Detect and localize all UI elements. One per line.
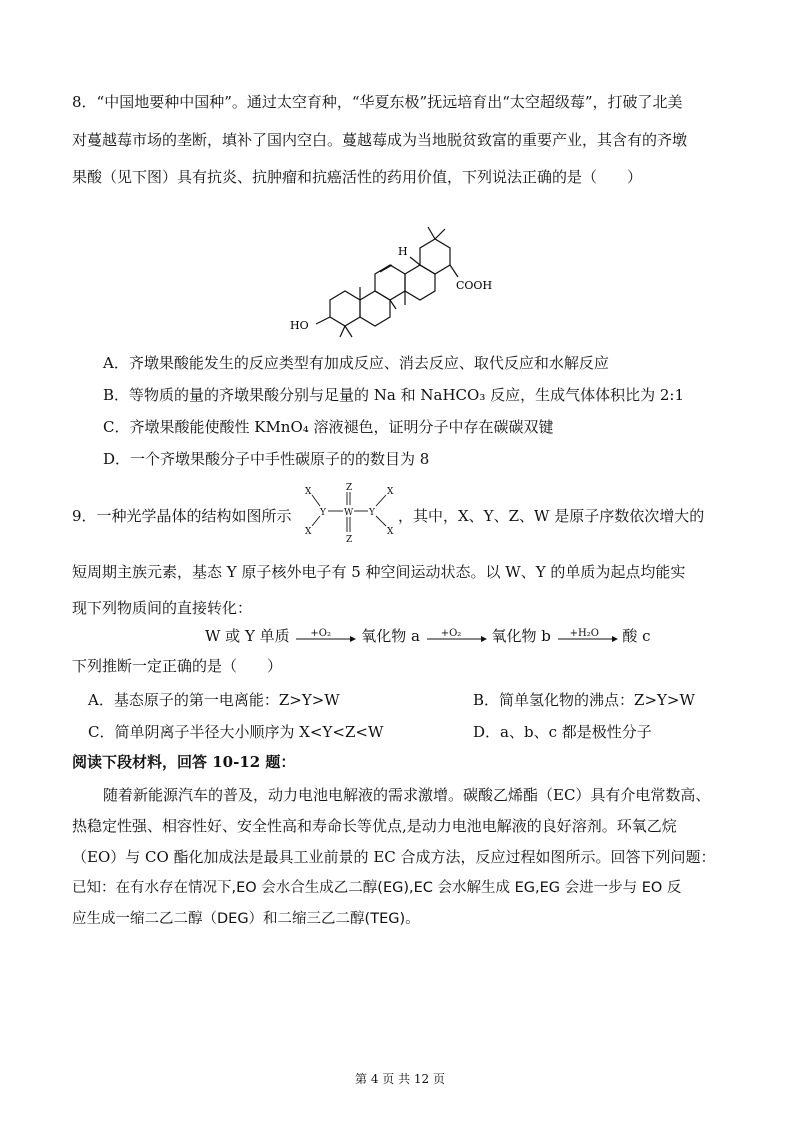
- arrow-h2o: [556, 626, 618, 648]
- conv-end: 酸 c: [622, 627, 651, 645]
- arrow-right-icon: [294, 626, 356, 648]
- arrow-o2-1: [294, 626, 356, 648]
- arrow-h2o-label: +H₂O: [569, 628, 599, 639]
- conv-mid-1: 氧化物 a: [361, 627, 420, 645]
- q8-line-1: 8．“中国地要种中国种”。通过太空育种，“华夏东极”抚远培育出“太空超级莓”，打破了北美: [72, 93, 683, 111]
- ho-label: HO: [290, 319, 309, 332]
- arrow-right-icon: [556, 626, 618, 648]
- crystal-structure: [303, 480, 403, 544]
- q8-line-2: 对蔓越莓市场的垄断，填补了国内空白。蔓越莓成为当地脱贫致富的重要产业，其含有的齐墩: [72, 131, 688, 149]
- q9-line-2: 短周期主族元素，基态 Y 原子核外电子有 5 种空间运动状态。以 W、Y 的单质为起点均能实: [72, 563, 686, 581]
- arrow-o2-2: [425, 626, 487, 648]
- ring-a: [330, 291, 360, 326]
- arrow-right-icon: [425, 626, 487, 648]
- reading-p3: （EO）与 CO 酯化加成法是最具工业前景的 EC 合成方法，反应过程如图所示。回答下列问题：: [72, 848, 716, 866]
- q9-line-1-post: ，其中，X、Y、Z、W 是原子序数依次增大的: [398, 507, 705, 525]
- x-label-bottom-right: X: [387, 527, 394, 537]
- ring-e: [420, 239, 450, 274]
- q9-option-a: A．基态原子的第一电离能：Z>Y>W: [88, 691, 340, 709]
- reading-p2: 热稳定性强、相容性好、安全性高和寿命长等优点,是动力电池电解液的良好溶剂。环氧乙烷: [72, 817, 677, 835]
- conv-start: W 或 Y 单质: [205, 627, 290, 645]
- ring-d: [405, 265, 435, 300]
- oleanolic-acid-structure: [270, 205, 500, 345]
- h-label: H: [398, 245, 408, 258]
- q8-option-c: C．齐墩果酸能使酸性 KMnO₄ 溶液褪色，证明分子中存在碳碳双键: [103, 418, 554, 436]
- arrow-o2-1-label: +O₂: [310, 628, 331, 639]
- reading-p4: 已知：在有水存在情况下,EO 会水合生成乙二醇(EG),EC 会水解生成 EG,EG 会进一步与 EO 反: [72, 880, 682, 896]
- q9-line-3: 现下列物质间的直接转化：: [72, 599, 253, 617]
- conversion-chain: [205, 625, 651, 648]
- x-label-top-left: X: [305, 487, 312, 497]
- reading-p5: 应生成一缩二乙二醇（DEG）和二缩三乙二醇(TEG)。: [72, 911, 420, 927]
- reading-heading: 阅读下段材料，回答 10-12 题：: [72, 753, 296, 771]
- q8-option-d: D．一个齐墩果酸分子中手性碳原子的的数目为 8: [103, 450, 430, 468]
- y-label-right: Y: [369, 508, 375, 518]
- q9-option-b: B．简单氢化物的沸点：Z>Y>W: [473, 691, 695, 709]
- cooh-label: COOH: [456, 279, 493, 292]
- q9-option-d: D．a、b、c 都是极性分子: [473, 723, 652, 741]
- q8-option-a: A．齐墩果酸能发生的反应类型有加成反应、消去反应、取代反应和水解反应: [103, 354, 609, 372]
- z-label-bottom: Z: [346, 535, 353, 544]
- z-label-top: Z: [346, 483, 353, 493]
- ring-b: [360, 291, 390, 326]
- ring-c: [375, 265, 405, 300]
- w-label: W: [344, 508, 354, 518]
- reading-p1: 随着新能源汽车的普及，动力电池电解液的需求激增。碳酸乙烯酯（EC）具有介电常数高、: [103, 786, 711, 804]
- conv-mid-2: 氧化物 b: [491, 627, 551, 645]
- arrow-o2-2-label: +O₂: [440, 628, 462, 639]
- q9-line-1-pre: 9．一种光学晶体的结构如图所示: [72, 507, 292, 525]
- x-label-bottom-left: X: [305, 527, 312, 537]
- q9-line-4: 下列推断一定正确的是（ ）: [72, 657, 283, 675]
- q9-option-c: C．简单阴离子半径大小顺序为 X<Y<Z<W: [88, 723, 384, 741]
- x-label-top-right: X: [387, 487, 394, 497]
- q8-line-3: 果酸（见下图）具有抗炎、抗肿瘤和抗癌活性的药用价值，下列说法正确的是（ ）: [72, 168, 643, 186]
- q8-option-b: B．等物质的量的齐墩果酸分别与足量的 Na 和 NaHCO₃ 反应，生成气体体积比为 2:1: [103, 386, 685, 404]
- y-label-left: Y: [320, 508, 326, 518]
- page-footer: 第 4 页 共 12 页: [355, 1072, 445, 1086]
